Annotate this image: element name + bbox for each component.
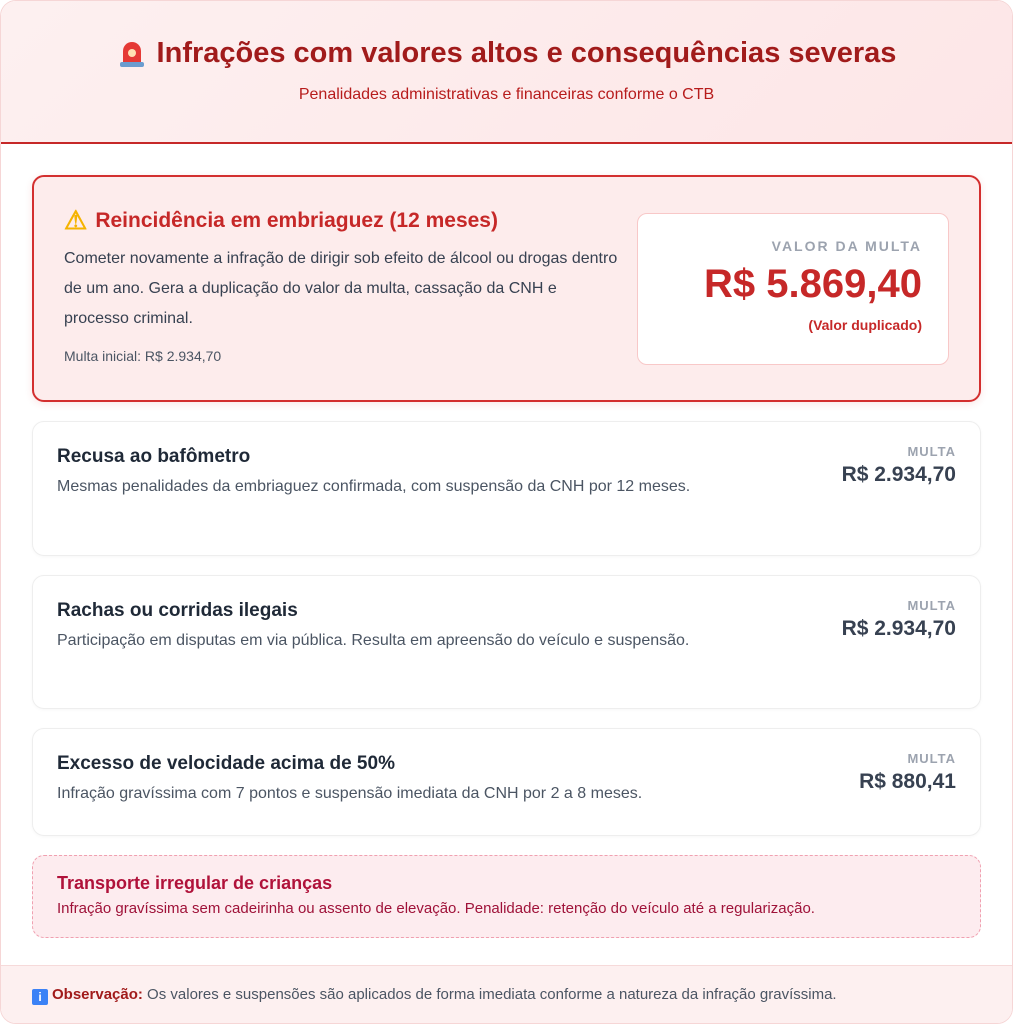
alert-title: Transporte irregular de crianças bbox=[57, 873, 333, 893]
fine-label: MULTA bbox=[907, 598, 956, 613]
warning-icon: ⚠ bbox=[64, 205, 88, 235]
fine-value-label: VALOR DA MULTA bbox=[771, 238, 922, 254]
infraction-card bbox=[32, 421, 981, 556]
infraction-description: Mesmas penalidades da embriaguez confirmada, com suspensão da CNH por 12 meses. bbox=[57, 478, 691, 495]
featured-note: Multa inicial: R$ 2.934,70 bbox=[64, 348, 222, 364]
fine-amount: R$ 2.934,70 bbox=[841, 463, 956, 486]
featured-title: ⚠ Reincidência em embriaguez (12 meses) bbox=[64, 205, 498, 235]
footer-note bbox=[1, 965, 1012, 1023]
footer-label: Observação: bbox=[52, 986, 143, 1003]
featured-infraction-card bbox=[32, 175, 981, 402]
info-icon: i bbox=[32, 989, 48, 1005]
header bbox=[1, 1, 1012, 144]
footer-text: Os valores e suspensões são aplicados de forma imediata conforme a natureza da infração gravíssima. bbox=[142, 986, 837, 1003]
child-transport-alert bbox=[32, 855, 981, 938]
fine-amount: R$ 880,41 bbox=[859, 770, 956, 793]
infraction-title: Recusa ao bafômetro bbox=[57, 446, 251, 467]
page-title: Infrações com valores altos e consequências severas bbox=[1, 37, 1012, 70]
infraction-card bbox=[32, 728, 981, 836]
infraction-title: Excesso de velocidade acima de 50% bbox=[57, 753, 395, 774]
infraction-title: Rachas ou corridas ilegais bbox=[57, 600, 298, 621]
fine-value-amount: R$ 5.869,40 bbox=[704, 262, 922, 306]
fine-amount: R$ 2.934,70 bbox=[841, 617, 956, 640]
infraction-description: Infração gravíssima com 7 pontos e suspensão imediata da CNH por 2 a 8 meses. bbox=[57, 785, 643, 802]
featured-description: Cometer novamente a infração de dirigir sob efeito de álcool ou drogas dentro de um ano. Gera a duplicação do valor da multa, cassação da CNH e processo criminal. bbox=[64, 250, 618, 327]
alert-description: Infração gravíssima sem cadeirinha ou assento de elevação. Penalidade: retenção do veículo até a regularização. bbox=[57, 900, 815, 917]
fine-label: MULTA bbox=[907, 444, 956, 459]
fine-value-box bbox=[637, 213, 949, 365]
page-subtitle: Penalidades administrativas e financeiras conforme o CTB bbox=[298, 86, 715, 103]
fine-label: MULTA bbox=[907, 751, 956, 766]
infraction-description: Participação em disputas em via pública. Resulta em apreensão do veículo e suspensão. bbox=[57, 632, 690, 649]
siren-icon bbox=[117, 39, 147, 69]
infraction-card bbox=[32, 575, 981, 709]
fine-value-note: (Valor duplicado) bbox=[808, 317, 922, 333]
